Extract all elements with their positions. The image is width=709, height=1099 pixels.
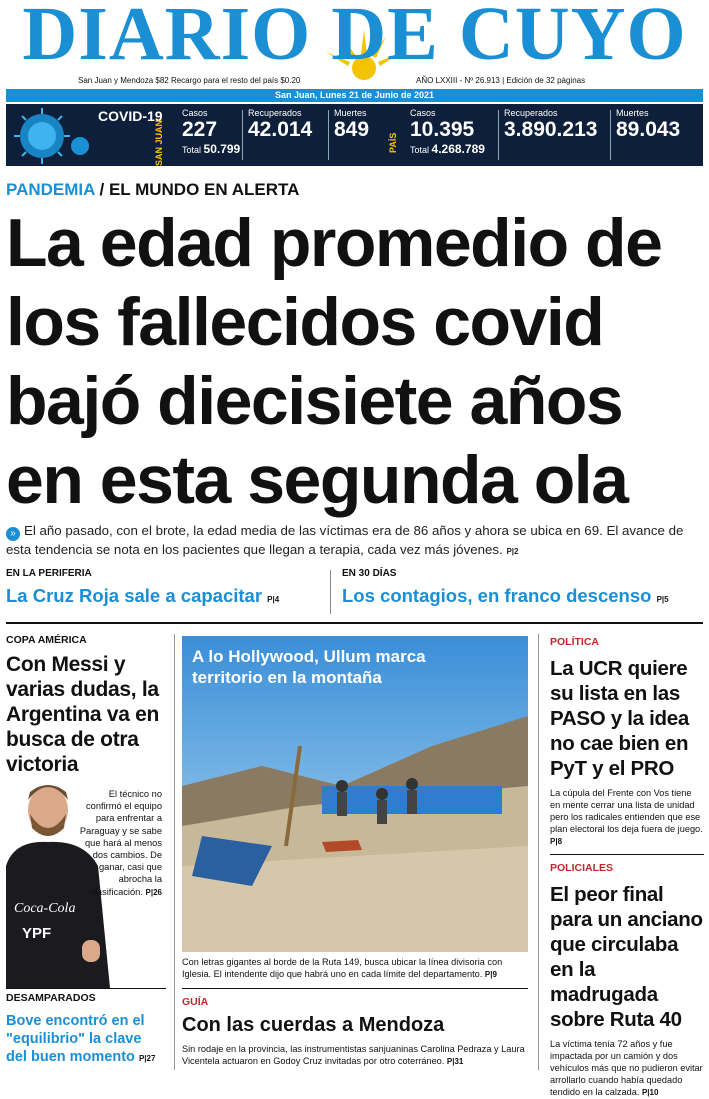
date-bar: San Juan, Lunes 21 de Junio de 2021 [6, 89, 703, 102]
sj-muertes: Muertes 849 [334, 108, 370, 141]
sub-story-2[interactable]: EN 30 DÍAS Los contagios, en franco descenso P|5 [342, 568, 669, 606]
pais-casos: Casos 10.395 Total 4.268.789 [410, 108, 485, 156]
sj-recuperados: Recuperados 42.014 [248, 108, 313, 141]
double-chevron-icon: » [6, 527, 20, 541]
main-headline[interactable]: La edad promedio de los fallecidos covid bajó diecisiete años en esta segunda ola [6, 205, 662, 518]
pais-muertes: Muertes 89.043 [616, 108, 681, 141]
story-policiales[interactable]: POLICIALES El peor final para un anciano que circulaba en la madrugada sobre Ruta 40 La víctima tenía 72 años y fue impactada por un camión y dos vehículos más que no pudieron evitar arrollarlo cuando había quedado tendido en la calzada. P|10 [550, 862, 703, 1097]
covid-title: COVID-19 [98, 108, 163, 124]
sub-story-1[interactable]: EN LA PERIFERIA La Cruz Roja sale a capacitar P|4 [6, 568, 280, 606]
sj-casos: Casos 227 Total 50.799 [182, 108, 241, 156]
svg-text:YPF: YPF [22, 925, 52, 942]
messi-text: El técnico no confirmó el equipo para enfrentar a Paraguay y se sabe que hará al menos dos cambios. De ganar, casi que abrocha la clasificación. P|26 [79, 789, 162, 897]
region-pais: PAÍS [388, 132, 398, 154]
photo-caption: Con letras gigantes al borde de la Ruta 149, busca ubicar la línea divisoria con Iglesia. El intendente dijo que habrá uno en cada límite del departamento. P|9 [182, 957, 503, 979]
edition-line: AÑO LXXIII - Nº 26.913 | Edición de 32 páginas [416, 76, 586, 85]
story-politica[interactable]: POLÍTICA La UCR quiere su lista en las PASO y la idea no cae bien en PyT y el PRO La cúpula del Frente con Vos tiene en mente cerrar una lista de unidad pero los radicales entienden que ese plan electoral los deja fuera de juego. P|8 [550, 636, 703, 846]
masthead [0, 0, 709, 76]
newspaper-title[interactable]: DIARIO DE CUYO [22, 0, 687, 76]
story-guia[interactable]: GUÍA Con las cuerdas a Mendoza Sin rodaje en la provincia, las instrumentistas sanjuaninas Carolina Pedraza y Laura Vicentela actuaron en Godoy Cruz invitadas por otro coterráneo. P|31 [182, 996, 525, 1066]
main-lead: » El año pasado, con el brote, la edad media de las víctimas era de 86 años y ahora se ubica en 69. El avance de esta tendencia se nota en los pacientes que llegan a terapia, cada vez más jóvenes. P|2 [6, 523, 684, 557]
story-copa-america[interactable]: COPA AMÉRICA Con Messi y varias dudas, la Argentina va en busca de otra victoria [6, 634, 166, 777]
region-san-juan: SAN JUAN [154, 119, 164, 166]
messi-headline: Con Messi y varias dudas, la Argentina va en busca de otra victoria [6, 653, 160, 776]
story-desamparados[interactable]: DESAMPARADOS Bove encontró en el "equilibrio" la clave del buen momento P|27 [6, 992, 156, 1065]
price-line: San Juan y Mendoza $82 Recargo para el resto del país $0.20 [78, 76, 301, 85]
virus-icon [6, 104, 96, 166]
svg-text:Coca-Cola: Coca-Cola [14, 901, 76, 916]
main-kicker: PANDEMIA / EL MUNDO EN ALERTA [6, 180, 300, 199]
covid-stats-bar [6, 104, 703, 166]
photo-title[interactable]: A lo Hollywood, Ullum marca territorio en la montaña [192, 647, 426, 687]
pais-recuperados: Recuperados 3.890.213 [504, 108, 598, 141]
